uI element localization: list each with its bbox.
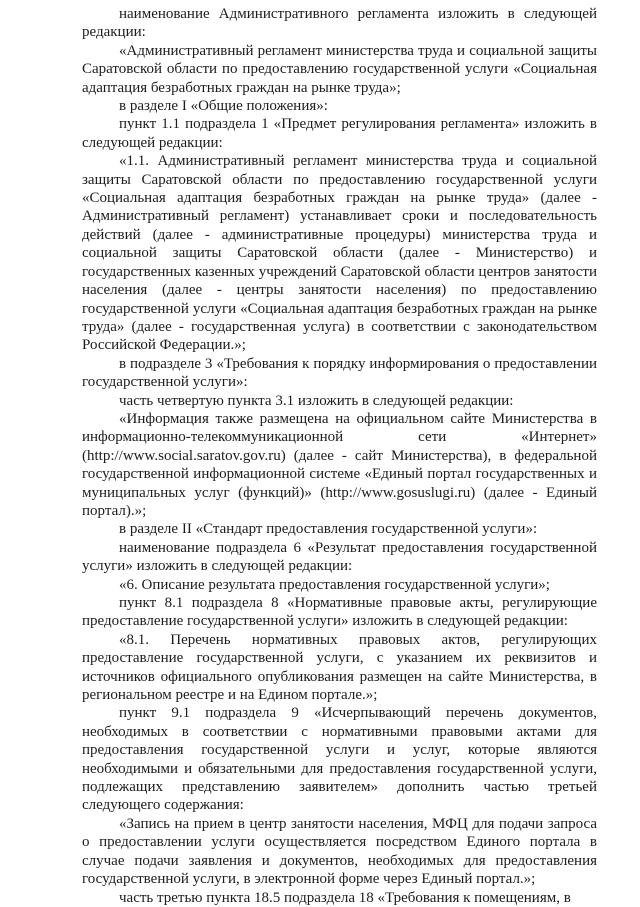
paragraph: часть четвертую пункта 3.1 изложить в следующей редакции: <box>119 392 514 409</box>
paragraph: в разделе II «Стандарт предоставления государственной услуги»: <box>119 521 538 538</box>
paragraph: «1.1. Административный регламент министерства труда и социальной защиты Саратовской области по предоставлению государственной услуги «Социальная адаптация безработных граждан на рынке труда» (далее - Административный регламент) устанавливает сроки и последовательность действий (далее - административные процедуры) министерства труда и социальной защиты Саратовской области (далее - Министерство) и государственных казенных учреждений Саратовской области центров занятости населения (далее - центры занятости населения) по предоставлению государственной услуги «Социальная адаптация безработных граждан на рынке труда» (далее - государственная услуга) в соответствии с законодательством Российской Федерации.»; <box>82 153 597 354</box>
paragraph: часть третью пункта 18.5 подраздела 18 «Требования к помещениям, в <box>119 889 571 906</box>
document-body <box>82 5 597 907</box>
paragraph: в подразделе 3 «Требования к порядку информирования о предоставлении государственной услуги»: <box>82 355 597 391</box>
paragraph: «Информация также размещена на официальном сайте Министерства в информационно-телекоммуникационной сети «Интернет» (http://www.social.saratov.gov.ru) (далее - сайт Министерства), в федеральной государственной информационной системе «Единый портал государственных и муниципальных услуг (функций)» (http://www.gosuslugi.ru) (далее - Единый портал).»; <box>82 410 597 519</box>
paragraph: пункт 1.1 подраздела 1 «Предмет регулирования регламента» изложить в следующей редакции: <box>82 116 597 151</box>
paragraph: в разделе I «Общие положения»: <box>119 98 328 115</box>
paragraph: «6. Описание результата предоставления государственной услуги»; <box>119 576 550 593</box>
paragraph: «Административный регламент министерства труда и социальной защиты Саратовской области по предоставлению государственной услуги «Социальная адаптация безработных граждан на рынке труда»; <box>82 42 597 96</box>
paragraph: наименование Административного регламента изложить в следующей редакции: <box>82 6 597 41</box>
paragraph: пункт 8.1 подраздела 8 «Нормативные правовые акты, регулирующие предоставление государственной услуги» изложить в следующей редакции: <box>82 595 597 630</box>
paragraph: пункт 9.1 подраздела 9 «Исчерпывающий перечень документов, необходимых в соответствии с нормативными правовыми актами для предоставления государственной услуги и услуг, которые являются необходимыми и обязательными для предоставления государственной услуги, подлежащих представлению заявителем» дополнить частью третьей следующего содержания: <box>82 705 597 814</box>
paragraph: «Запись на прием в центр занятости населения, МФЦ для подачи запроса о предоставлении услуги осуществляется посредством Единого портала в случае подачи заявления и документов, необходимых для предоставления государственной услуги, в электронной форме через Единый портал.»; <box>82 815 597 888</box>
paragraph: «8.1. Перечень нормативных правовых актов, регулирующих предоставление государственной услуги, с указанием их реквизитов и источников официального опубликования размещен на сайте Министерства, в региональном реестре и на Едином портале.»; <box>82 631 597 704</box>
paragraph: наименование подраздела 6 «Результат предоставления государственной услуги» изложить в следующей редакции: <box>82 539 597 575</box>
